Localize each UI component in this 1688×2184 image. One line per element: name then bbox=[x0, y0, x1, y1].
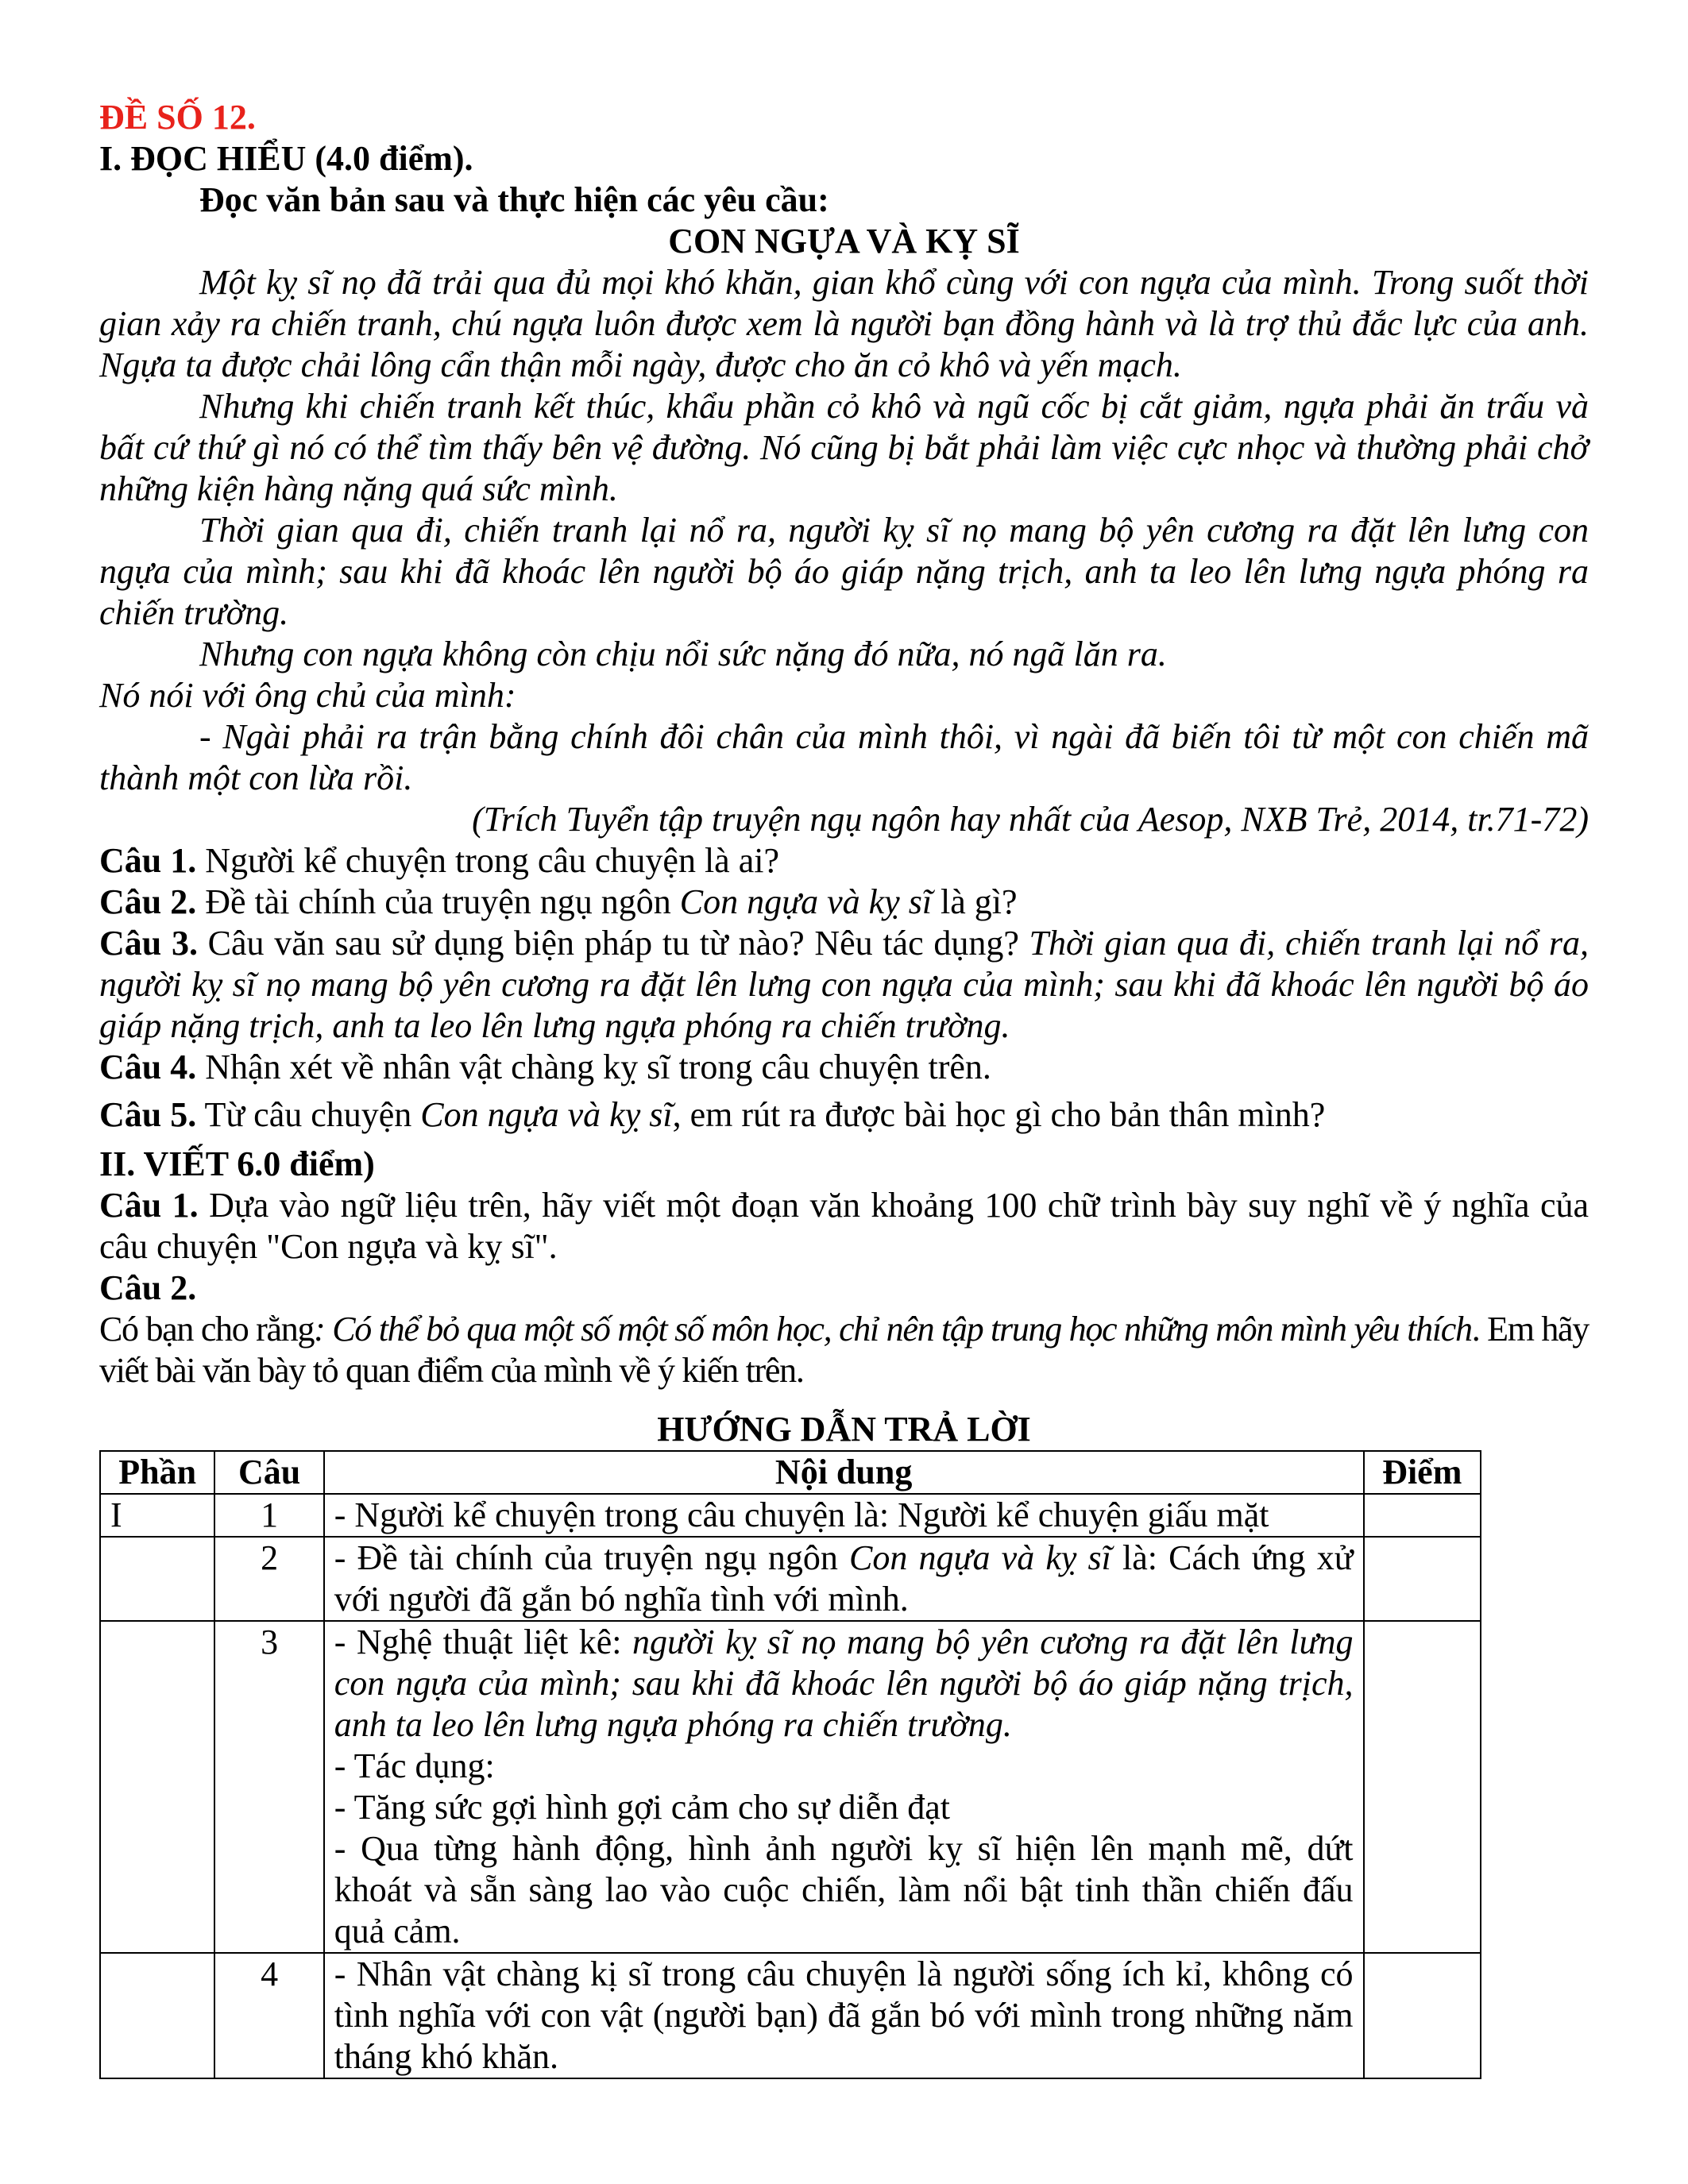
row-part: I bbox=[100, 1494, 214, 1537]
story-paragraph-5: Nó nói với ông chủ của mình: bbox=[99, 676, 516, 715]
row-content-line bbox=[334, 1622, 1354, 1746]
row-score bbox=[1364, 1494, 1481, 1537]
table-row bbox=[100, 1494, 1481, 1537]
row-score bbox=[1364, 1621, 1481, 1953]
question-2-label: Câu 2. bbox=[99, 882, 197, 921]
row-content-line: - Qua từng hành động, hình ảnh người kỵ sĩ hiện lên mạnh mẽ, dứt khoát và sẵn sàng lao vào cuộc chiến, làm nổi bật tinh thần chiến đấu quả cảm. bbox=[334, 1829, 1354, 1951]
header-part: Phần bbox=[100, 1451, 214, 1494]
row-question: 3 bbox=[214, 1621, 323, 1953]
table-row bbox=[100, 1621, 1481, 1953]
question-5-text-end: , em rút ra được bài học gì cho bản thân mình? bbox=[672, 1095, 1326, 1134]
question-4-text: Nhận xét về nhân vật chàng kỵ sĩ trong câu chuyện trên. bbox=[196, 1048, 991, 1086]
header-content: Nội dung bbox=[324, 1451, 1364, 1494]
row-content bbox=[324, 1537, 1364, 1621]
row-content-quote: người kỵ sĩ nọ mang bộ yên cương ra đặt lên lưng con ngựa của mình; sau khi đã khoác lên người bộ áo giáp nặng trịch, anh ta leo lên lưng ngựa phóng ra chiến trường. bbox=[334, 1623, 1354, 1744]
writing-question-2-label: Câu 2. bbox=[99, 1268, 197, 1307]
writing-question-1 bbox=[99, 1185, 1589, 1268]
header-score: Điểm bbox=[1364, 1451, 1481, 1494]
row-question: 2 bbox=[214, 1537, 323, 1621]
question-4 bbox=[99, 1047, 1589, 1088]
story-paragraph-4: Nhưng con ngựa không còn chịu nổi sức nặng đó nữa, nó ngã lăn ra. bbox=[199, 635, 1167, 673]
row-content-text-end: là: Cách ứng xử với người đã gắn bó nghĩa tình với mình. bbox=[334, 1538, 1354, 1619]
row-content bbox=[324, 1621, 1364, 1953]
exam-number: ĐỀ SỐ 12. bbox=[99, 98, 256, 137]
row-content: - Người kể chuyện trong câu chuyện là: Người kể chuyện giấu mặt bbox=[324, 1494, 1364, 1537]
row-content-line: - Tăng sức gợi hình gợi cảm cho sự diễn đạt bbox=[334, 1788, 950, 1827]
question-5 bbox=[99, 1094, 1589, 1136]
question-3-label: Câu 3. bbox=[99, 924, 198, 963]
story-paragraph-3: Thời gian qua đi, chiến tranh lại nổ ra, người kỵ sĩ nọ mang bộ yên cương ra đặt lên lưng con ngựa của mình; sau khi đã khoác lên người bộ áo giáp nặng trịch, anh ta leo lên lưng ngựa phóng ra chiến trường. bbox=[99, 511, 1589, 632]
row-score bbox=[1364, 1537, 1481, 1621]
reading-instruction: Đọc văn bản sau và thực hiện các yêu cầu: bbox=[199, 180, 829, 219]
question-1-text: Người kể chuyện trong câu chuyện là ai? bbox=[196, 841, 779, 880]
story-title: CON NGỰA VÀ KỴ SĨ bbox=[668, 222, 1020, 260]
question-3-quote: Thời gian qua đi, chiến tranh lại nổ ra, người kỵ sĩ nọ mang bộ yên cương ra đặt lên lưng con ngựa của mình; sau khi đã khoác lên người bộ áo giáp nặng trịch, anh ta leo lên lưng ngựa phóng ra chiến trường. bbox=[99, 924, 1589, 1045]
question-2-title: Con ngựa và kỵ sĩ bbox=[679, 882, 933, 921]
question-2-text-end: là gì? bbox=[932, 882, 1018, 921]
question-3 bbox=[99, 923, 1589, 1047]
story-source: (Trích Tuyển tập truyện ngụ ngôn hay nhất của Aesop, NXB Trẻ, 2014, tr.71-72) bbox=[472, 800, 1589, 839]
question-3-text: Câu văn sau sử dụng biện pháp tu từ nào? Nêu tác dụng? bbox=[197, 924, 1029, 963]
header-question: Câu bbox=[214, 1451, 323, 1494]
story-paragraph-1: Một kỵ sĩ nọ đã trải qua đủ mọi khó khăn, gian khổ cùng với con ngựa của mình. Trong suốt thời gian xảy ra chiến tranh, chú ngựa luôn được xem là người bạn đồng hành và là trợ thủ đắc lực của anh. Ngựa ta được chải lông cẩn thận mỗi ngày, được cho ăn cỏ khô và yến mạch. bbox=[99, 263, 1589, 384]
question-1 bbox=[99, 840, 1589, 882]
writing-question-2-text-end: . Em hãy viết bài văn bày tỏ quan điểm của mình về ý kiến trên. bbox=[99, 1310, 1589, 1390]
question-5-label: Câu 5. bbox=[99, 1095, 197, 1134]
question-1-label: Câu 1. bbox=[99, 841, 197, 880]
row-part bbox=[100, 1621, 214, 1953]
question-4-label: Câu 4. bbox=[99, 1048, 197, 1086]
table-row bbox=[100, 1953, 1481, 2078]
answer-guide-title: HƯỚNG DẪN TRẢ LỜI bbox=[657, 1410, 1031, 1449]
table-row bbox=[100, 1537, 1481, 1621]
row-score bbox=[1364, 1953, 1481, 2078]
writing-question-1-text: Dựa vào ngữ liệu trên, hãy viết một đoạn văn khoảng 100 chữ trình bày suy nghĩ về ý nghĩa của câu chuyện "Con ngựa và kỵ sĩ". bbox=[99, 1186, 1590, 1266]
document-body bbox=[99, 97, 1589, 1391]
question-5-title: Con ngựa và kỵ sĩ bbox=[420, 1095, 673, 1134]
writing-question-2-text: Có bạn cho rằng bbox=[99, 1310, 315, 1349]
story-paragraph-6: - Ngài phải ra trận bằng chính đôi chân của mình thôi, vì ngài đã biến tôi từ một con chiến mã thành một con lừa rồi. bbox=[99, 717, 1589, 797]
row-part bbox=[100, 1953, 214, 2078]
question-2-text: Đề tài chính của truyện ngụ ngôn bbox=[196, 882, 680, 921]
question-5-text: Từ câu chuyện bbox=[196, 1095, 421, 1134]
row-content-text: - Nghệ thuật liệt kê: bbox=[334, 1623, 633, 1661]
table-header-row bbox=[100, 1451, 1481, 1494]
answer-guide-table bbox=[99, 1450, 1481, 2079]
question-2 bbox=[99, 882, 1589, 923]
row-content-text: - Đề tài chính của truyện ngụ ngôn bbox=[334, 1538, 850, 1577]
section1-title: I. ĐỌC HIỂU (4.0 điểm). bbox=[99, 139, 473, 178]
row-part bbox=[100, 1537, 214, 1621]
row-content: - Nhân vật chàng kị sĩ trong câu chuyện là người sống ích kỉ, không có tình nghĩa với con vật (người bạn) đã gắn bó với mình trong những năm tháng khó khăn. bbox=[324, 1953, 1364, 2078]
row-question: 4 bbox=[214, 1953, 323, 2078]
writing-question-2-quote: : Có thể bỏ qua một số một số môn học, chỉ nên tập trung học những môn mình yêu thích bbox=[314, 1310, 1472, 1349]
row-content-line: - Tác dụng: bbox=[334, 1746, 495, 1785]
row-content-title: Con ngựa và kỵ sĩ bbox=[849, 1538, 1111, 1577]
row-question: 1 bbox=[214, 1494, 323, 1537]
section2-title: II. VIẾT 6.0 điểm) bbox=[99, 1144, 375, 1183]
writing-question-2 bbox=[99, 1309, 1589, 1391]
story-paragraph-2: Nhưng khi chiến tranh kết thúc, khẩu phần cỏ khô và ngũ cốc bị cắt giảm, ngựa phải ăn trấu và bất cứ thứ gì nó có thể tìm thấy bên vệ đường. Nó cũng bị bắt phải làm việc cực nhọc và thường phải chở những kiện hàng nặng quá sức mình. bbox=[99, 387, 1589, 508]
writing-question-1-label: Câu 1. bbox=[99, 1186, 199, 1225]
